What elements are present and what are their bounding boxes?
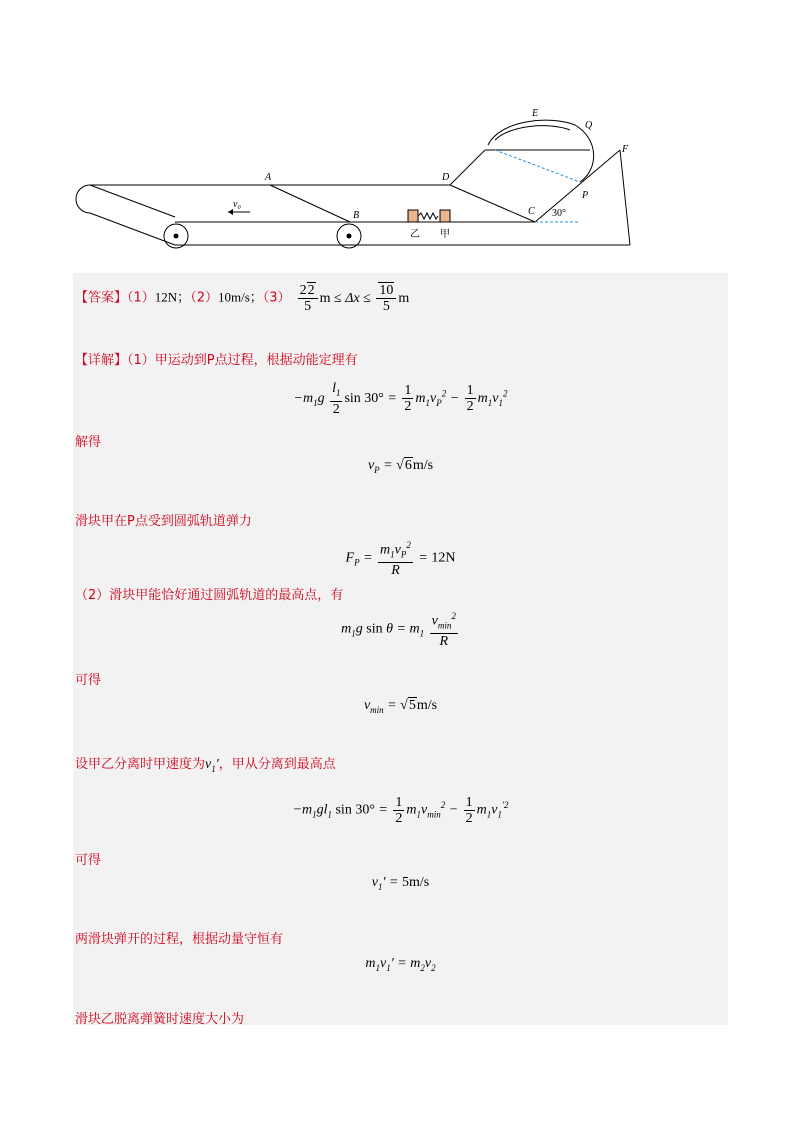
last-text: 滑块乙脱离弹簧时速度大小为: [75, 1012, 245, 1027]
label-angle: 30°: [552, 208, 566, 219]
label-Q: Q: [585, 120, 593, 131]
momentum-text: 两滑块弹开的过程，根据动量守恒有: [75, 932, 284, 947]
equation-energy-1: $-m_1g$ $\frac{l_1}{2}$ sin 30° = $\frac{1}{2}$ $m_1v_P^2$ − $\frac{1}{2}$ $m_1v_1^2$: [293, 381, 508, 417]
answer-tag: 【答案】: [75, 290, 128, 306]
part2-text: （2）滑块甲能恰好通过圆弧轨道的最高点，有: [75, 588, 344, 603]
equation-force: $F_P$ = $\frac{m_1v_P^2}{R}$ = 12N: [345, 540, 456, 579]
physics-figure: [70, 100, 640, 260]
force-text: 滑块甲在P点受到圆弧轨道弹力: [75, 514, 252, 529]
get-label-1: 可得: [75, 673, 102, 688]
answer-line: 【答案】（1）12N；（2）10m/s；（3） $\frac{22}{5}$ m ≤ Δx ≤ $\frac{10}{5}$ m: [75, 283, 410, 314]
label-F: F: [622, 144, 629, 155]
equation-vp: $v_P = √6m/s$: [367, 458, 434, 475]
answer-panel: [73, 273, 728, 1025]
equation-top: $m_1g$ $\sin \theta = m_1$ $\frac{v_{min}^2}{R}$: [341, 611, 456, 650]
equation-momentum: $m_1v_1' = m_2v_2$: [365, 956, 436, 973]
label-P: P: [582, 190, 589, 201]
label-D: D: [442, 172, 450, 183]
label-B: B: [353, 210, 360, 221]
equation-v1prime: $v_1' = 5m/s$: [371, 875, 430, 892]
detail-intro: 【详解】（1）甲运动到P点过程，根据动能定理有: [75, 353, 358, 368]
get-label-2: 可得: [75, 853, 102, 868]
label-E: E: [532, 108, 539, 119]
separation-text: 设甲乙分离时甲速度为$v_1'$，甲从分离到最高点: [75, 757, 336, 774]
solve-label-1: 解得: [75, 435, 102, 450]
label-yi: 乙: [410, 229, 420, 240]
label-A: A: [265, 172, 272, 183]
equation-vmin: $v_{min} = √5m/s$: [363, 698, 438, 715]
equation-energy-2: $-m_1gl_1$ sin 30° = $\frac{1}{2}$ $m_1v_{min}^2$ − $\frac{1}{2}$ $m_1v_1^{'2}$: [292, 795, 509, 826]
label-v0: v₀: [233, 199, 241, 210]
label-C: C: [528, 206, 535, 217]
answer-3-formula: $\frac{22}{5}$ m ≤ Δx ≤ $\frac{10}{5}$ m: [299, 283, 410, 314]
label-jia: 甲: [440, 229, 450, 240]
